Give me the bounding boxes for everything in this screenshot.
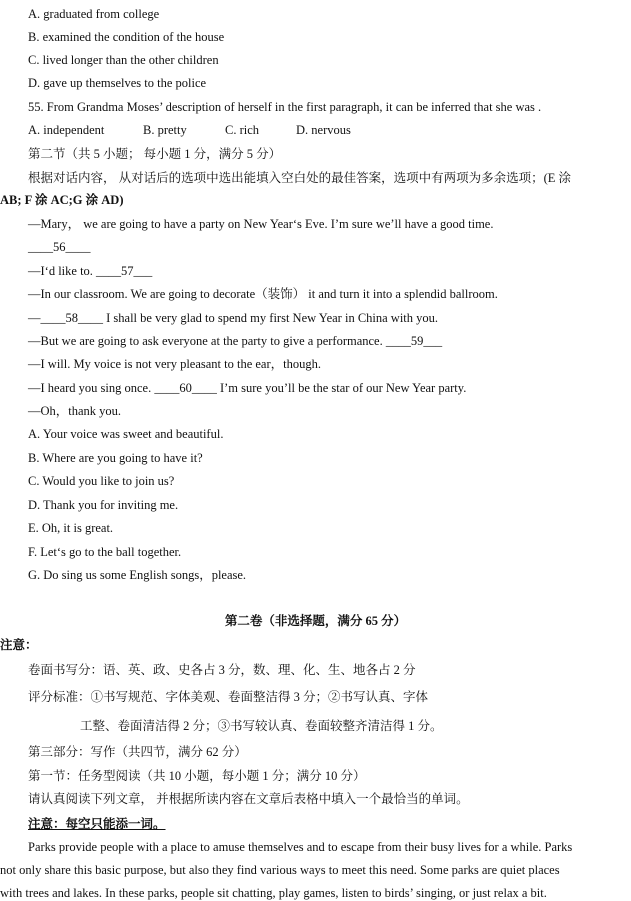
passage-line-2: not only share this basic purpose, but also they find various ways to meet this need. Some parks are quiet places	[0, 863, 560, 877]
q54-option-c: C. lived longer than the other children	[28, 53, 219, 67]
q55-option-b: B. pretty	[143, 123, 187, 137]
dialogue-line-3: —I‘d like to. ____57___	[28, 264, 153, 278]
fill-note: 注意：每空只能添一词。	[28, 817, 166, 831]
dialogue-line-7: —I will. My voice is not very pleasant to the ear，though.	[28, 357, 321, 371]
part-3-heading: 第三部分：写作（共四节，满分 62 分）	[28, 745, 247, 759]
reading-instruction: 请认真阅读下列文章， 并根据所读内容在文章后表格中填入一个最恰当的单词。	[28, 792, 469, 806]
dialogue-line-8: —I heard you sing once. ____60____ I’m sure you’ll be the star of our New Year party.	[28, 381, 467, 395]
choice-a: A. Your voice was sweet and beautiful.	[28, 427, 224, 441]
choice-d: D. Thank you for inviting me.	[28, 498, 179, 512]
instruction-line-2: AB; F 涂 AC;G 涂 AD)	[0, 193, 124, 207]
instruction-text: 根据对话内容， 从对话后的选项中选出能填入空白处的最佳答案，选项中有两项为多余选项；(E 涂	[28, 171, 572, 185]
dialogue-line-9: —Oh，thank you.	[28, 404, 122, 418]
q55-option-d: D. nervous	[296, 123, 351, 137]
choice-e: E. Oh, it is great.	[28, 521, 114, 535]
passage-line-3: with trees and lakes. In these parks, people sit chatting, play games, listen to birds’ singing, or just relax a bit.	[0, 886, 547, 900]
note-line-2: 评分标准：①书写规范、字体美观、卷面整洁得 3 分；②书写认真、字体	[28, 690, 429, 704]
q54-option-b: B. examined the condition of the house	[28, 30, 225, 44]
dialogue-line-1: —Mary， we are going to have a party on New Year‘s Eve. I’m sure we’ll have a good time.	[28, 217, 494, 231]
choice-g: G. Do sing us some English songs，please.	[28, 568, 247, 582]
dialogue-line-6: —But we are going to ask everyone at the party to give a performance. ____59___	[28, 334, 443, 348]
choice-f: F. Let‘s go to the ball together.	[28, 545, 182, 559]
q54-option-d: D. gave up themselves to the police	[28, 76, 207, 90]
dialogue-line-4: —In our classroom. We are going to decorate（装饰） it and turn it into a splendid ballroom.	[28, 287, 498, 301]
instruction-line-1	[28, 170, 631, 186]
choice-b: B. Where are you going to have it?	[28, 451, 203, 465]
question-55: 55. From Grandma Moses’ description of herself in the first paragraph, it can be inferred that she was .	[28, 100, 542, 114]
dialogue-blank-56: ____56____	[28, 240, 91, 254]
q54-option-a: A. graduated from college	[28, 7, 160, 21]
dialogue-line-5: —____58____ I shall be very glad to spend my first New Year in China with you.	[28, 311, 439, 325]
q55-option-c: C. rich	[225, 123, 260, 137]
note-label: 注意：	[0, 638, 38, 652]
volume-2-heading: 第二卷（非选择题，满分 65 分）	[224, 614, 407, 628]
section-1-heading: 第一节：任务型阅读（共 10 小题，每小题 1 分；满分 10 分）	[28, 769, 366, 783]
note-line-3: 工整、卷面清洁得 2 分；③书写较认真、卷面较整齐清洁得 1 分。	[80, 719, 443, 733]
passage-line-1: Parks provide people with a place to amuse themselves and to escape from their busy lives for a while. Parks	[28, 840, 573, 854]
note-line-1: 卷面书写分：语、英、政、史各占 3 分，数、理、化、生、地各占 2 分	[28, 663, 416, 677]
q55-option-a: A. independent	[28, 123, 105, 137]
section-2-heading: 第二节（共 5 小题； 每小题 1 分，满分 5 分）	[28, 147, 282, 161]
choice-c: C. Would you like to join us?	[28, 474, 175, 488]
